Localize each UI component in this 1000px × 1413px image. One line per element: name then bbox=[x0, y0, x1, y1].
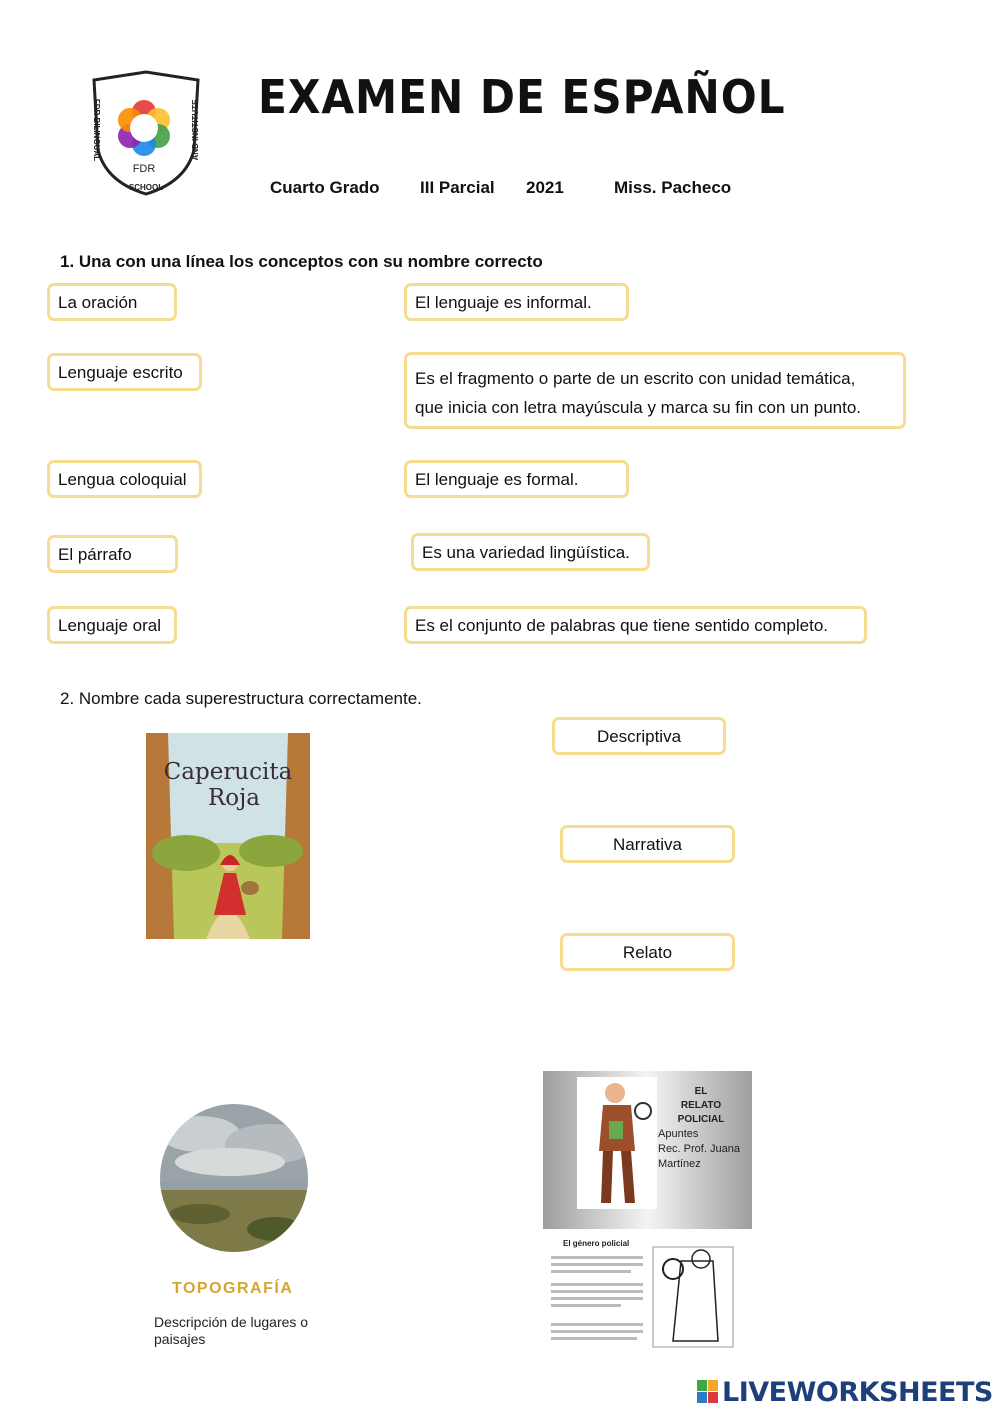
definition-variedad[interactable]: Es una variedad lingüística. bbox=[411, 533, 650, 571]
relato-notes-2: Rec. Prof. Juana bbox=[658, 1143, 740, 1155]
question-1-prompt: 1. Una con una línea los conceptos con su nombre correcto bbox=[60, 252, 543, 271]
topography-caption: TOPOGRAFÍA bbox=[172, 1280, 294, 1297]
option-descriptiva[interactable]: Descriptiva bbox=[552, 717, 726, 755]
option-relato[interactable]: Relato bbox=[560, 933, 735, 971]
grade-label: Cuarto Grado bbox=[270, 178, 380, 197]
concept-lenguaje-escrito[interactable]: Lenguaje escrito bbox=[47, 353, 202, 391]
concept-lengua-coloquial[interactable]: Lengua coloquial bbox=[47, 460, 202, 498]
relato-title-1: EL bbox=[694, 1086, 708, 1097]
liveworksheets-logo-icon bbox=[697, 1380, 719, 1404]
svg-text:AND INSTITUTE: AND INSTITUTE bbox=[191, 99, 200, 161]
topography-description: Descripción de lugares o paisajes bbox=[154, 1314, 309, 1347]
definition-fragmento-line2: que inicia con letra mayúscula y marca su fin con un punto. bbox=[415, 398, 862, 417]
definition-formal[interactable]: El lenguaje es formal. bbox=[404, 460, 629, 498]
svg-text:SCHOOL: SCHOOL bbox=[128, 183, 164, 192]
definition-conjunto[interactable]: Es el conjunto de palabras que tiene sentido completo. bbox=[404, 606, 867, 644]
year-label: 2021 bbox=[526, 178, 564, 197]
book-title-line2: Roja bbox=[207, 785, 261, 811]
svg-text:FDR BILINGUAL: FDR BILINGUAL bbox=[92, 98, 101, 162]
definition-informal[interactable]: El lenguaje es informal. bbox=[404, 283, 629, 321]
caperucita-cover-image[interactable] bbox=[146, 733, 310, 939]
relato-notes-3: Martínez bbox=[658, 1158, 701, 1170]
relato-title-2: RELATO bbox=[680, 1100, 722, 1111]
book-title-line1: Caperucita bbox=[163, 759, 293, 785]
exam-title: EXAMEN DE ESPAÑOL bbox=[258, 70, 786, 124]
concept-el-parrafo[interactable]: El párrafo bbox=[47, 535, 178, 573]
school-logo bbox=[86, 70, 206, 198]
definition-fragmento[interactable] bbox=[404, 352, 906, 429]
relato-notes-1: Apuntes bbox=[658, 1128, 699, 1140]
relato-policial-image[interactable] bbox=[543, 1071, 752, 1349]
relato-section-title: El género policial bbox=[563, 1239, 630, 1248]
option-narrativa[interactable]: Narrativa bbox=[560, 825, 735, 863]
concept-la-oracion[interactable]: La oración bbox=[47, 283, 177, 321]
question-2-prompt: 2. Nombre cada superestructura correctamente. bbox=[60, 689, 422, 708]
liveworksheets-brand[interactable]: LIVEWORKSHEETS bbox=[722, 1377, 993, 1408]
logo-center-text: FDR bbox=[132, 163, 156, 175]
concept-lenguaje-oral[interactable]: Lenguaje oral bbox=[47, 606, 177, 644]
teacher-label: Miss. Pacheco bbox=[614, 178, 732, 197]
relato-title-3: POLICIAL bbox=[677, 1114, 725, 1125]
term-label: III Parcial bbox=[420, 178, 495, 197]
landscape-image[interactable] bbox=[160, 1104, 308, 1252]
definition-fragmento-line1: Es el fragmento o parte de un escrito con unidad temática, bbox=[415, 369, 856, 388]
